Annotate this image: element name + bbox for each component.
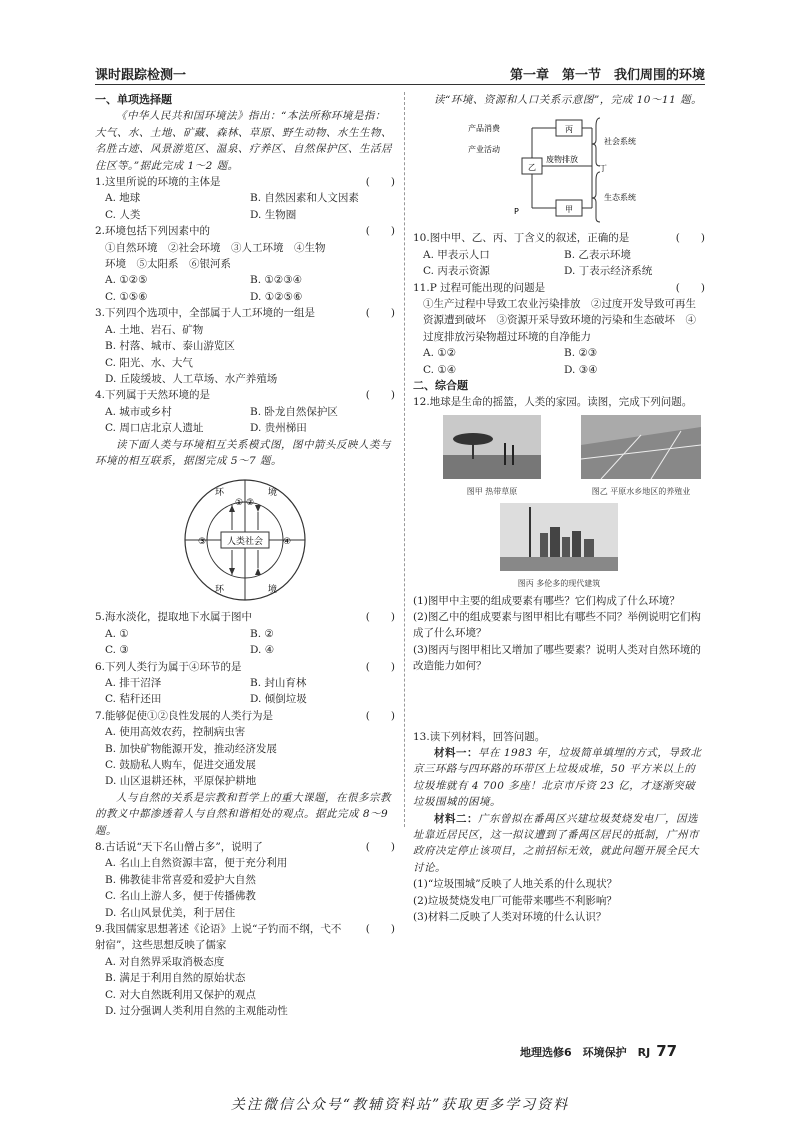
right-column xyxy=(413,92,705,925)
diagram-label: 境 xyxy=(268,585,278,596)
option: C. 丙表示资源 xyxy=(423,265,490,278)
material-label: 材料二： xyxy=(434,812,478,825)
options-row xyxy=(95,675,395,691)
option: A. 名山上自然资源丰富，便于充分利用 xyxy=(105,857,288,870)
diagram-label: 废物排放 xyxy=(546,155,578,165)
answer-bracket: ( ) xyxy=(365,923,395,936)
option: C. 阳光、水、大气 xyxy=(105,356,193,369)
question-stem: 2.环境包括下列因素中的 xyxy=(95,225,211,238)
footer-book-title: 地理选修6 环境保护 RJ xyxy=(520,1046,651,1059)
option: A. ①② xyxy=(423,347,457,360)
option-text: ①生产过程中导致工农业污染排放 ②过度开发导致可再生资源遭到破坏 ③资源开采导致环境的污染和生态破坏 ④过度排放污染物超过环境的自净能力 xyxy=(423,298,696,343)
options-row xyxy=(95,420,395,436)
page-header xyxy=(95,60,705,82)
option: C. 周口店北京人遗址 xyxy=(105,422,204,435)
material-label: 材料一： xyxy=(434,746,478,759)
option: C. ①⑤⑥ xyxy=(105,290,148,303)
option: B. 佛教徒非常喜爱和爱护大自然 xyxy=(105,873,256,886)
options-row xyxy=(413,345,705,361)
answer-bracket: ( ) xyxy=(365,611,395,624)
question-11 xyxy=(413,280,705,296)
intro-text: 人与自然的关系是宗教和哲学上的重大课题，在很多宗教的教义中都渗透着人与自然和谐相处的观点。据此完成 8～9 题。 xyxy=(95,791,391,837)
material-1 xyxy=(413,745,705,811)
answer-bracket: ( ) xyxy=(365,225,395,238)
resource-population-diagram xyxy=(464,114,654,226)
photo-caption: 图丙 多伦多的现代建筑 xyxy=(517,579,601,589)
question-stem: 11.P 过程可能出现的问题是 xyxy=(413,281,546,294)
diagram-label: P xyxy=(514,207,519,217)
question-10 xyxy=(413,230,705,246)
diagram-label: ② xyxy=(246,498,255,509)
option: A. ①②⑤ xyxy=(105,274,148,287)
question-7 xyxy=(95,708,395,724)
option: D. ③④ xyxy=(564,363,598,376)
option: D. 名山风景优美，利于居住 xyxy=(105,906,236,919)
option: A. 甲表示人口 xyxy=(423,248,490,261)
question-8 xyxy=(95,839,395,855)
photo-farmland xyxy=(581,415,701,501)
option: B. ② xyxy=(250,627,274,640)
option: B. 卧龙自然保护区 xyxy=(250,405,338,418)
diagram-center-label: 人类社会 xyxy=(226,537,264,548)
option: B. 加快矿物能源开发，推动经济发展 xyxy=(105,742,277,755)
answer-bracket: ( ) xyxy=(365,709,395,722)
question-stem: 10.图中甲、乙、丙、丁含义的叙述，正确的是 xyxy=(413,232,630,245)
diagram-label: 环 xyxy=(215,585,225,596)
material-text: 早在 1983 年，垃圾简单填埋的方式，导致北京三环路与四环路的环带区上垃圾成堆，50 平方米以上的垃圾堆就有 4 700 多座！北京市斥资 23 亿，才逐渐突破垃圾围城的困境。 xyxy=(413,746,702,809)
option: D. ④ xyxy=(250,644,275,657)
diagram-label: ④ xyxy=(283,537,292,548)
options-row xyxy=(413,362,705,378)
page-number: 77 xyxy=(656,1042,678,1060)
option: A. 城市或乡村 xyxy=(105,405,172,418)
diagram-label: 境 xyxy=(268,488,278,499)
photo-savanna xyxy=(443,415,541,501)
answer-bracket: ( ) xyxy=(365,841,395,854)
question-4 xyxy=(95,387,395,403)
option: C. 鼓励私人购车，促进交通发展 xyxy=(105,759,256,771)
option: B. ①②③④ xyxy=(250,274,303,287)
option: D. 山区退耕还林，平原保护耕地 xyxy=(105,775,257,788)
option: B. 村落、城市、泰山游览区 xyxy=(105,340,235,353)
option: B. ②③ xyxy=(564,347,598,360)
diagram-label: 丁 xyxy=(599,164,607,174)
question-6 xyxy=(95,659,395,675)
question-stem: 3.下列四个选项中，全部属于人工环境的一组是 xyxy=(95,307,316,320)
option: D. 生物圈 xyxy=(250,208,297,221)
option: A. 地球 xyxy=(105,192,141,205)
question-9 xyxy=(95,921,395,954)
options-row xyxy=(413,263,705,279)
option: D. 过分强调人类利用自然的主观能动性 xyxy=(105,1005,288,1018)
question-12-part-2: (2)图乙中的组成要素与图甲相比有哪些不同？举例说明它们构成了什么环境？ xyxy=(413,610,701,640)
material-2 xyxy=(413,811,705,877)
intro-text: 读“环境、资源和人口关系示意图”，完成 10～11 题。 xyxy=(434,94,703,106)
option: B. 封山育林 xyxy=(250,676,307,689)
option: C. 名山上游人多，便于传播佛教 xyxy=(105,890,256,903)
option: B. 满足于利用自然的原始状态 xyxy=(105,972,246,985)
question-stem: 5.海水淡化，提取地下水属于图中 xyxy=(95,611,253,624)
question-stem: 9.我国儒家思想著述《论语》上说“子钓而不纲，弋不射宿”，这些思想反映了儒家 xyxy=(95,923,342,952)
intro-text: 读下面人类与环境相互关系模式图，图中箭头反映人类与环境的相互联系，据图完成 5～7 题。 xyxy=(95,438,391,467)
intro-text: 《中华人民共和国环境法》指出：“本法所称环境是指：大气、水、土地、矿藏、森林、草原、野生动物、水生生物、名胜古迹、风景游览区、温泉、疗养区、自然保护区、生活居住区等。”据此完成 1～2 题。 xyxy=(95,110,392,172)
question-stem: 4.下列属于天然环境的是 xyxy=(95,389,211,402)
options-row xyxy=(95,642,395,658)
options-row xyxy=(95,626,395,642)
option: C. 人类 xyxy=(105,208,141,221)
page-footer xyxy=(520,1042,677,1060)
option: C. 秸秆还田 xyxy=(105,693,162,706)
column-divider xyxy=(404,92,405,827)
question-2 xyxy=(95,223,395,239)
question-13-part-3: (3)材料二反映了人类对环境的什么认识？ xyxy=(413,911,607,923)
question-13-part-2: (2)垃圾焚烧发电厂可能带来哪些不利影响？ xyxy=(413,894,617,907)
question-12: 12.地球是生命的摇篮，人类的家园。读图，完成下列问题。 xyxy=(413,396,693,409)
option: D. 丘陵缓坡、人工草场、水产养殖场 xyxy=(105,372,278,385)
option: A. 土地、岩石、矿物 xyxy=(105,323,204,336)
option: D. 倾倒垃圾 xyxy=(250,693,307,706)
option: D. ①②⑤⑥ xyxy=(250,290,303,303)
question-12-part-1: (1)图甲中主要的组成要素有哪些？它们构成了什么环境？ xyxy=(413,594,680,607)
photo-caption: 图甲 热带草原 xyxy=(466,487,518,497)
photo-toronto xyxy=(500,503,618,593)
diagram-label: ③ xyxy=(198,537,207,548)
question-13-part-1: (1)“垃圾围城”反映了人地关系的什么现状？ xyxy=(413,878,618,891)
answer-bracket: ( ) xyxy=(365,176,395,189)
bottom-notice: 关注微信公众号“教辅资料站”获取更多学习资料 xyxy=(230,1097,570,1113)
section-title: 二、综合题 xyxy=(413,379,468,393)
savanna-image xyxy=(443,415,541,479)
options-row xyxy=(95,190,395,206)
options-row xyxy=(95,207,395,223)
option: C. ①④ xyxy=(423,363,457,376)
header-left: 课时跟踪检测一 xyxy=(95,68,187,83)
left-column xyxy=(95,92,395,1020)
options-row xyxy=(413,247,705,263)
option: B. 自然因素和人文因素 xyxy=(250,192,359,205)
photo-row xyxy=(443,415,701,501)
question-3 xyxy=(95,305,395,321)
question-12-part-3: (3)图丙与图甲相比又增加了哪些要素？说明人类对自然环境的改造能力如何？ xyxy=(413,643,701,673)
section-title: 一、单项选择题 xyxy=(95,93,172,106)
options-row xyxy=(95,404,395,420)
question-stem: 7.能够促使①②良性发展的人类行为是 xyxy=(95,709,274,722)
options-row xyxy=(95,289,395,305)
option: A. 排干沼泽 xyxy=(105,676,162,689)
human-environment-diagram xyxy=(180,475,310,605)
diagram-label: 乙 xyxy=(528,163,536,173)
header-right: 第一章 第一节 我们周围的环境 xyxy=(509,68,705,83)
options-row xyxy=(95,272,395,288)
material-text: 广东曾拟在番禺区兴建垃圾焚烧发电厂，因选址靠近居民区，这一拟议遭到了番禺区居民的抵制，广州市政府决定停止该项目，之前招标无效，就此问题开展全民大讨论。 xyxy=(413,812,699,874)
question-13: 13.读下列材料，回答问题。 xyxy=(413,730,546,743)
diagram-label: 丙 xyxy=(565,125,573,135)
options-row xyxy=(95,691,395,707)
answer-space xyxy=(413,675,705,729)
diagram-label: 甲 xyxy=(565,205,573,215)
option: C. 对大自然既利用又保护的观点 xyxy=(105,988,256,1001)
question-stem: 6.下列人类行为属于④环节的是 xyxy=(95,660,242,673)
option: B. 乙表示环境 xyxy=(564,248,631,261)
option-line: 环境 ⑤太阳系 ⑥银河系 xyxy=(105,258,231,271)
diagram-label: ① xyxy=(235,498,244,509)
question-stem: 1.这里所说的环境的主体是 xyxy=(95,176,221,189)
option: D. 贵州梯田 xyxy=(250,422,307,435)
option-line: ①自然环境 ②社会环境 ③人工环境 ④生物 xyxy=(105,241,326,254)
option: C. ③ xyxy=(105,644,129,657)
question-5 xyxy=(95,609,395,625)
diagram-label: 生态系统 xyxy=(604,193,636,203)
answer-bracket: ( ) xyxy=(365,389,395,402)
question-1 xyxy=(95,174,395,190)
header-rule xyxy=(95,84,705,85)
diagram-label: 社会系统 xyxy=(604,137,636,147)
farmland-image xyxy=(581,415,701,479)
option: A. 对自然界采取消极态度 xyxy=(105,955,225,968)
answer-bracket: ( ) xyxy=(365,307,395,320)
answer-bracket: ( ) xyxy=(675,281,705,294)
diagram-label: 环 xyxy=(215,488,225,499)
option: A. 使用高效农药，控制病虫害 xyxy=(105,726,246,739)
photo-caption: 图乙 平原水乡地区的养殖业 xyxy=(591,487,691,497)
diagram-label: 产品消费 xyxy=(468,124,500,134)
answer-bracket: ( ) xyxy=(365,660,395,673)
answer-bracket: ( ) xyxy=(675,232,705,245)
question-stem: 8.古话说“天下名山僧占多”，说明了 xyxy=(95,841,263,854)
skyline-image xyxy=(500,503,618,571)
diagram-label: 产业活动 xyxy=(468,145,500,155)
option: A. ① xyxy=(105,627,129,640)
option: D. 丁表示经济系统 xyxy=(564,265,653,278)
